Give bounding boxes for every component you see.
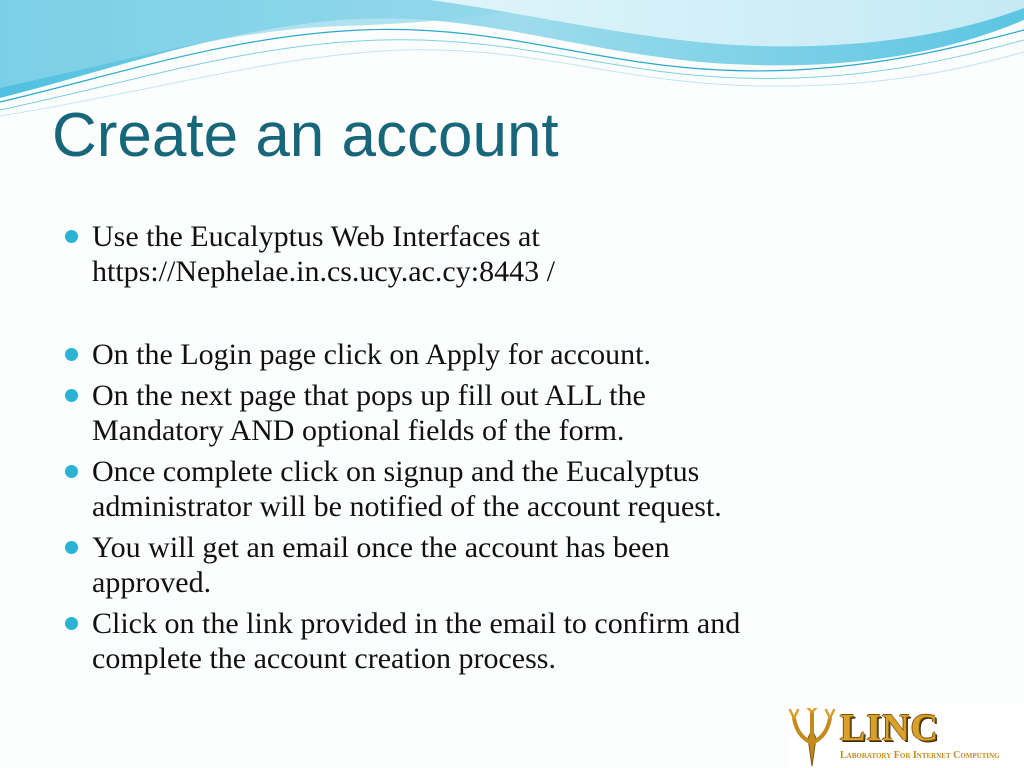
bullet-item [92, 530, 992, 600]
bullet-text-line: administrator will be notified of the account request. [92, 490, 722, 523]
bullet-text-line: On the Login page click on Apply for account. [92, 338, 652, 371]
bullet-dot-icon [65, 230, 78, 243]
bullet-text-line: On the next page that pops up fill out ALL the [92, 379, 646, 412]
bullet-text-line: You will get an email once the account has been [92, 531, 670, 564]
slide-title: Create an account [52, 101, 559, 170]
bullet-item [92, 378, 992, 448]
bullet-text-line: complete the account creation process. [92, 642, 556, 675]
bullet-text-line: Once complete click on signup and the Eucalyptus [92, 455, 700, 488]
bullet-text-line: https://Nephelae.in.cs.ucy.ac.cy:8443 / [92, 255, 555, 288]
bullet-dot-icon [65, 541, 78, 554]
logo-subtitle: Laboratory For Internet Computing [840, 750, 1000, 761]
bullet-dot-icon [65, 465, 78, 478]
bullet-dot-icon [65, 617, 78, 630]
bullet-text-line: Click on the link provided in the email to confirm and [92, 607, 741, 640]
bullet-dot-icon [65, 348, 78, 361]
bullet-text-line: approved. [92, 566, 212, 599]
tree-logo-icon [788, 708, 836, 768]
bullet-text-line: Mandatory AND optional fields of the form. [92, 414, 625, 447]
logo-name: LINC [840, 707, 940, 749]
bullet-list [92, 219, 992, 682]
bullet-dot-icon [65, 389, 78, 402]
linc-logo [788, 704, 1024, 768]
bullet-item [92, 337, 992, 372]
bullet-item [92, 219, 992, 289]
bullet-item [92, 454, 992, 524]
bullet-text-line: Use the Eucalyptus Web Interfaces at [92, 220, 540, 253]
bullet-item [92, 606, 992, 676]
